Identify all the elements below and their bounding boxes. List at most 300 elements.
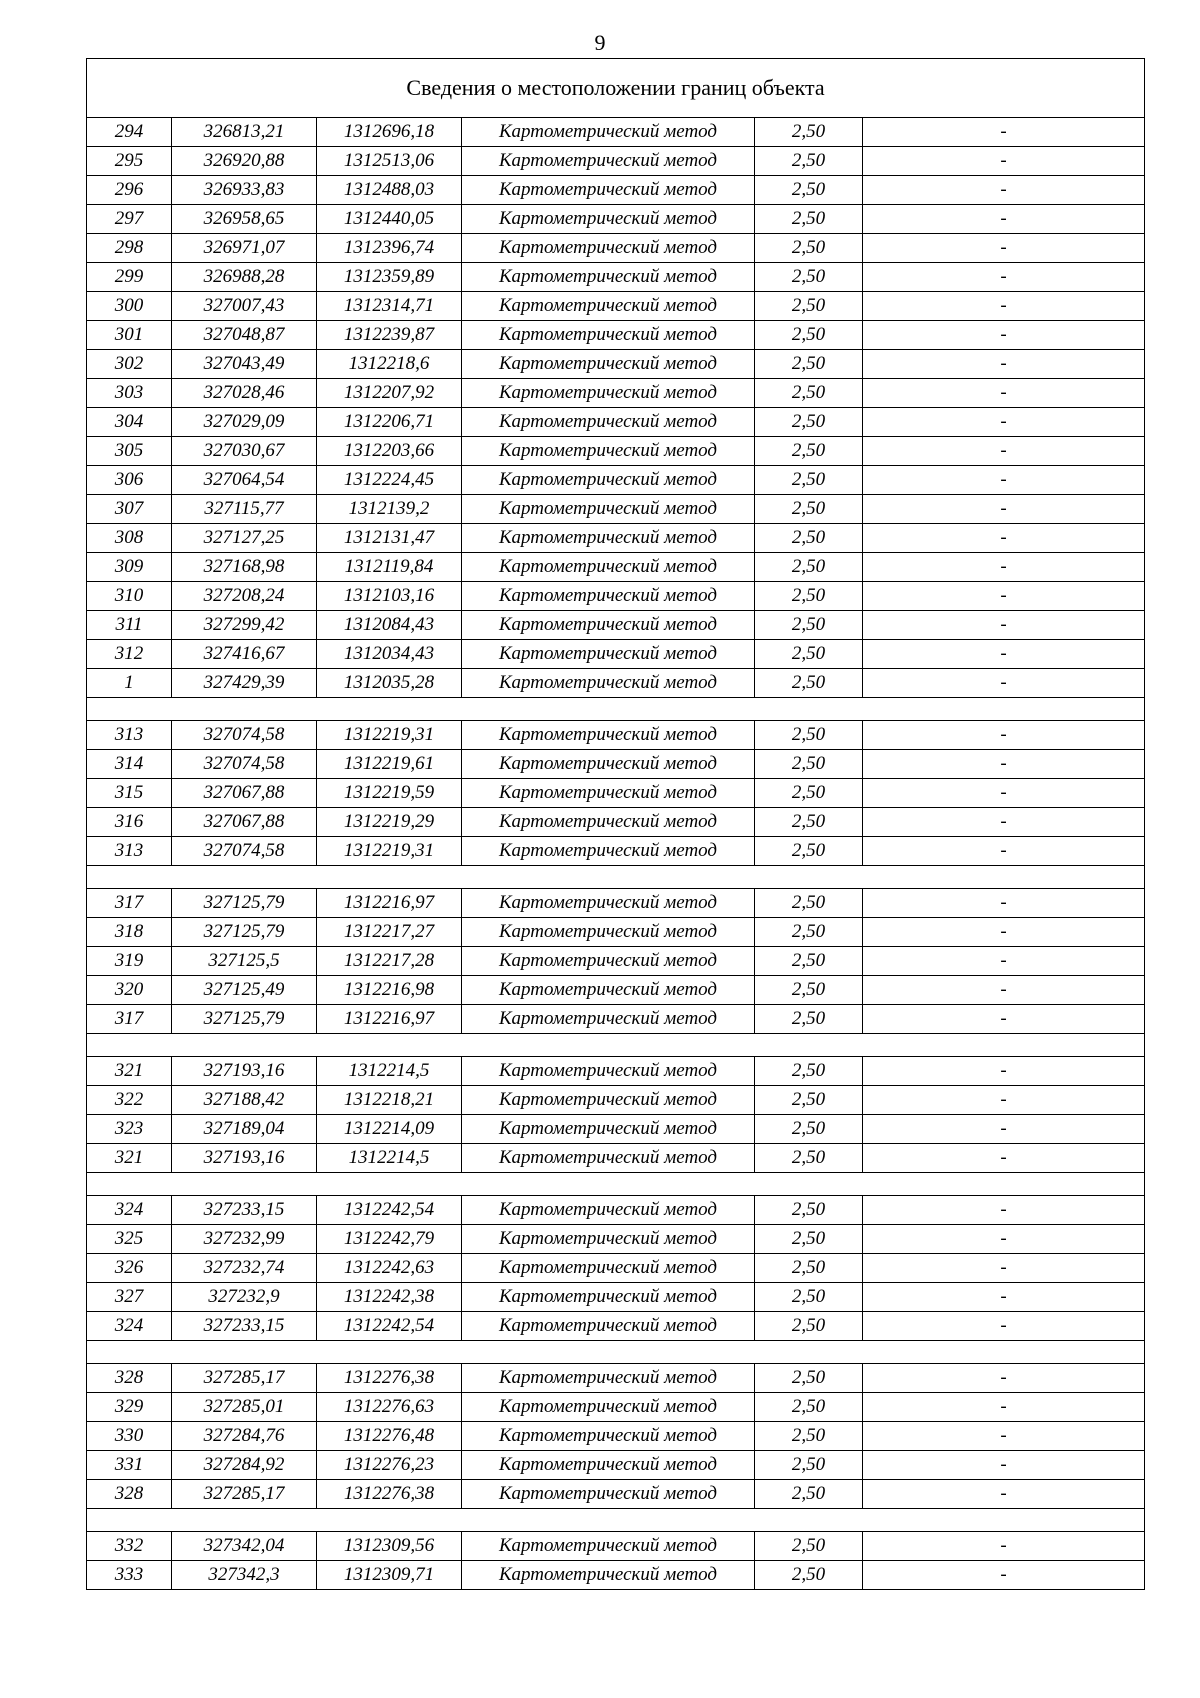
description-cell: - xyxy=(863,1422,1145,1451)
description-cell: - xyxy=(863,640,1145,669)
accuracy-cell: 2,50 xyxy=(755,118,863,147)
method-cell: Картометрический метод xyxy=(462,1254,755,1283)
table-row xyxy=(87,1422,1145,1451)
description-cell: - xyxy=(863,779,1145,808)
accuracy-cell: 2,50 xyxy=(755,1532,863,1561)
method-cell: Картометрический метод xyxy=(462,350,755,379)
y-coordinate-cell: 1312396,74 xyxy=(317,234,462,263)
point-number-cell: 324 xyxy=(87,1312,172,1341)
description-cell: - xyxy=(863,234,1145,263)
point-number-cell: 329 xyxy=(87,1393,172,1422)
description-cell: - xyxy=(863,1057,1145,1086)
method-cell: Картометрический метод xyxy=(462,1561,755,1590)
accuracy-cell: 2,50 xyxy=(755,750,863,779)
point-number-cell: 300 xyxy=(87,292,172,321)
method-cell: Картометрический метод xyxy=(462,1480,755,1509)
table-row xyxy=(87,524,1145,553)
accuracy-cell: 2,50 xyxy=(755,1451,863,1480)
description-cell: - xyxy=(863,1364,1145,1393)
accuracy-cell: 2,50 xyxy=(755,205,863,234)
x-coordinate-cell: 327074,58 xyxy=(172,721,317,750)
accuracy-cell: 2,50 xyxy=(755,321,863,350)
x-coordinate-cell: 327030,67 xyxy=(172,437,317,466)
y-coordinate-cell: 1312242,79 xyxy=(317,1225,462,1254)
method-cell: Картометрический метод xyxy=(462,582,755,611)
y-coordinate-cell: 1312309,71 xyxy=(317,1561,462,1590)
y-coordinate-cell: 1312219,31 xyxy=(317,837,462,866)
point-number-cell: 309 xyxy=(87,553,172,582)
table-row xyxy=(87,779,1145,808)
method-cell: Картометрический метод xyxy=(462,1451,755,1480)
description-cell: - xyxy=(863,1115,1145,1144)
x-coordinate-cell: 327342,04 xyxy=(172,1532,317,1561)
accuracy-cell: 2,50 xyxy=(755,466,863,495)
accuracy-cell: 2,50 xyxy=(755,640,863,669)
x-coordinate-cell: 326988,28 xyxy=(172,263,317,292)
description-cell: - xyxy=(863,582,1145,611)
method-cell: Картометрический метод xyxy=(462,263,755,292)
method-cell: Картометрический метод xyxy=(462,553,755,582)
x-coordinate-cell: 327285,01 xyxy=(172,1393,317,1422)
point-number-cell: 316 xyxy=(87,808,172,837)
accuracy-cell: 2,50 xyxy=(755,611,863,640)
point-number-cell: 297 xyxy=(87,205,172,234)
method-cell: Картометрический метод xyxy=(462,1422,755,1451)
y-coordinate-cell: 1312242,63 xyxy=(317,1254,462,1283)
point-number-cell: 317 xyxy=(87,1005,172,1034)
method-cell: Картометрический метод xyxy=(462,437,755,466)
y-coordinate-cell: 1312219,61 xyxy=(317,750,462,779)
x-coordinate-cell: 327416,67 xyxy=(172,640,317,669)
method-cell: Картометрический метод xyxy=(462,947,755,976)
point-number-cell: 306 xyxy=(87,466,172,495)
point-number-cell: 331 xyxy=(87,1451,172,1480)
x-coordinate-cell: 327193,16 xyxy=(172,1057,317,1086)
accuracy-cell: 2,50 xyxy=(755,1422,863,1451)
y-coordinate-cell: 1312214,09 xyxy=(317,1115,462,1144)
point-number-cell: 327 xyxy=(87,1283,172,1312)
y-coordinate-cell: 1312139,2 xyxy=(317,495,462,524)
y-coordinate-cell: 1312217,28 xyxy=(317,947,462,976)
method-cell: Картометрический метод xyxy=(462,234,755,263)
x-coordinate-cell: 327189,04 xyxy=(172,1115,317,1144)
description-cell: - xyxy=(863,889,1145,918)
x-coordinate-cell: 327232,99 xyxy=(172,1225,317,1254)
accuracy-cell: 2,50 xyxy=(755,408,863,437)
accuracy-cell: 2,50 xyxy=(755,918,863,947)
method-cell: Картометрический метод xyxy=(462,640,755,669)
accuracy-cell: 2,50 xyxy=(755,379,863,408)
x-coordinate-cell: 327115,77 xyxy=(172,495,317,524)
method-cell: Картометрический метод xyxy=(462,147,755,176)
point-number-cell: 315 xyxy=(87,779,172,808)
method-cell: Картометрический метод xyxy=(462,1115,755,1144)
method-cell: Картометрический метод xyxy=(462,1057,755,1086)
method-cell: Картометрический метод xyxy=(462,408,755,437)
method-cell: Картометрический метод xyxy=(462,779,755,808)
table-row xyxy=(87,1196,1145,1225)
method-cell: Картометрический метод xyxy=(462,1283,755,1312)
description-cell: - xyxy=(863,837,1145,866)
description-cell: - xyxy=(863,118,1145,147)
description-cell: - xyxy=(863,408,1145,437)
accuracy-cell: 2,50 xyxy=(755,1393,863,1422)
accuracy-cell: 2,50 xyxy=(755,1312,863,1341)
x-coordinate-cell: 327064,54 xyxy=(172,466,317,495)
point-number-cell: 1 xyxy=(87,669,172,698)
group-separator-row xyxy=(87,698,1145,721)
table-row xyxy=(87,640,1145,669)
y-coordinate-cell: 1312488,03 xyxy=(317,176,462,205)
description-cell: - xyxy=(863,350,1145,379)
method-cell: Картометрический метод xyxy=(462,118,755,147)
method-cell: Картометрический метод xyxy=(462,176,755,205)
point-number-cell: 299 xyxy=(87,263,172,292)
y-coordinate-cell: 1312216,97 xyxy=(317,889,462,918)
y-coordinate-cell: 1312119,84 xyxy=(317,553,462,582)
x-coordinate-cell: 327284,76 xyxy=(172,1422,317,1451)
description-cell: - xyxy=(863,1451,1145,1480)
accuracy-cell: 2,50 xyxy=(755,1561,863,1590)
group-separator-cell xyxy=(87,866,1145,889)
method-cell: Картометрический метод xyxy=(462,669,755,698)
table-row xyxy=(87,918,1145,947)
y-coordinate-cell: 1312242,54 xyxy=(317,1312,462,1341)
method-cell: Картометрический метод xyxy=(462,466,755,495)
table-row xyxy=(87,379,1145,408)
point-number-cell: 294 xyxy=(87,118,172,147)
x-coordinate-cell: 326971,07 xyxy=(172,234,317,263)
y-coordinate-cell: 1312218,21 xyxy=(317,1086,462,1115)
description-cell: - xyxy=(863,1005,1145,1034)
y-coordinate-cell: 1312214,5 xyxy=(317,1144,462,1173)
x-coordinate-cell: 327232,74 xyxy=(172,1254,317,1283)
y-coordinate-cell: 1312217,27 xyxy=(317,918,462,947)
y-coordinate-cell: 1312242,38 xyxy=(317,1283,462,1312)
accuracy-cell: 2,50 xyxy=(755,1254,863,1283)
x-coordinate-cell: 327299,42 xyxy=(172,611,317,640)
point-number-cell: 304 xyxy=(87,408,172,437)
x-coordinate-cell: 327208,24 xyxy=(172,582,317,611)
table-body xyxy=(87,59,1145,1590)
table-row xyxy=(87,466,1145,495)
table-row xyxy=(87,1144,1145,1173)
table-row xyxy=(87,837,1145,866)
y-coordinate-cell: 1312242,54 xyxy=(317,1196,462,1225)
group-separator-row xyxy=(87,1034,1145,1057)
description-cell: - xyxy=(863,669,1145,698)
group-separator-row xyxy=(87,1341,1145,1364)
table-row xyxy=(87,1057,1145,1086)
description-cell: - xyxy=(863,1480,1145,1509)
method-cell: Картометрический метод xyxy=(462,750,755,779)
table-row xyxy=(87,889,1145,918)
method-cell: Картометрический метод xyxy=(462,837,755,866)
description-cell: - xyxy=(863,1283,1145,1312)
x-coordinate-cell: 327168,98 xyxy=(172,553,317,582)
point-number-cell: 324 xyxy=(87,1196,172,1225)
accuracy-cell: 2,50 xyxy=(755,1196,863,1225)
method-cell: Картометрический метод xyxy=(462,379,755,408)
y-coordinate-cell: 1312276,63 xyxy=(317,1393,462,1422)
table-title: Сведения о местоположении границ объекта xyxy=(87,59,1145,118)
accuracy-cell: 2,50 xyxy=(755,147,863,176)
x-coordinate-cell: 327048,87 xyxy=(172,321,317,350)
x-coordinate-cell: 327193,16 xyxy=(172,1144,317,1173)
y-coordinate-cell: 1312309,56 xyxy=(317,1532,462,1561)
description-cell: - xyxy=(863,1144,1145,1173)
group-separator-cell xyxy=(87,1509,1145,1532)
y-coordinate-cell: 1312219,29 xyxy=(317,808,462,837)
table-row xyxy=(87,669,1145,698)
table-row xyxy=(87,1254,1145,1283)
x-coordinate-cell: 327074,58 xyxy=(172,750,317,779)
method-cell: Картометрический метод xyxy=(462,976,755,1005)
x-coordinate-cell: 327125,79 xyxy=(172,889,317,918)
x-coordinate-cell: 327007,43 xyxy=(172,292,317,321)
accuracy-cell: 2,50 xyxy=(755,1057,863,1086)
description-cell: - xyxy=(863,321,1145,350)
x-coordinate-cell: 327125,79 xyxy=(172,1005,317,1034)
method-cell: Картометрический метод xyxy=(462,292,755,321)
description-cell: - xyxy=(863,611,1145,640)
y-coordinate-cell: 1312276,23 xyxy=(317,1451,462,1480)
accuracy-cell: 2,50 xyxy=(755,1005,863,1034)
accuracy-cell: 2,50 xyxy=(755,234,863,263)
point-number-cell: 328 xyxy=(87,1480,172,1509)
accuracy-cell: 2,50 xyxy=(755,263,863,292)
table-row xyxy=(87,176,1145,205)
accuracy-cell: 2,50 xyxy=(755,1283,863,1312)
table-row xyxy=(87,553,1145,582)
table-row xyxy=(87,1364,1145,1393)
y-coordinate-cell: 1312219,59 xyxy=(317,779,462,808)
group-separator-row xyxy=(87,866,1145,889)
method-cell: Картометрический метод xyxy=(462,1364,755,1393)
table-row xyxy=(87,495,1145,524)
method-cell: Картометрический метод xyxy=(462,1144,755,1173)
description-cell: - xyxy=(863,495,1145,524)
table-row xyxy=(87,408,1145,437)
description-cell: - xyxy=(863,437,1145,466)
y-coordinate-cell: 1312276,38 xyxy=(317,1364,462,1393)
y-coordinate-cell: 1312696,18 xyxy=(317,118,462,147)
method-cell: Картометрический метод xyxy=(462,889,755,918)
accuracy-cell: 2,50 xyxy=(755,721,863,750)
y-coordinate-cell: 1312207,92 xyxy=(317,379,462,408)
y-coordinate-cell: 1312216,97 xyxy=(317,1005,462,1034)
x-coordinate-cell: 326813,21 xyxy=(172,118,317,147)
y-coordinate-cell: 1312440,05 xyxy=(317,205,462,234)
table-row xyxy=(87,1005,1145,1034)
description-cell: - xyxy=(863,205,1145,234)
x-coordinate-cell: 326920,88 xyxy=(172,147,317,176)
point-number-cell: 323 xyxy=(87,1115,172,1144)
method-cell: Картометрический метод xyxy=(462,1005,755,1034)
x-coordinate-cell: 327067,88 xyxy=(172,808,317,837)
accuracy-cell: 2,50 xyxy=(755,976,863,1005)
description-cell: - xyxy=(863,292,1145,321)
table-row xyxy=(87,437,1145,466)
description-cell: - xyxy=(863,1561,1145,1590)
point-number-cell: 328 xyxy=(87,1364,172,1393)
point-number-cell: 312 xyxy=(87,640,172,669)
description-cell: - xyxy=(863,176,1145,205)
accuracy-cell: 2,50 xyxy=(755,779,863,808)
description-cell: - xyxy=(863,1086,1145,1115)
table-row xyxy=(87,582,1145,611)
x-coordinate-cell: 326958,65 xyxy=(172,205,317,234)
method-cell: Картометрический метод xyxy=(462,721,755,750)
x-coordinate-cell: 327043,49 xyxy=(172,350,317,379)
y-coordinate-cell: 1312219,31 xyxy=(317,721,462,750)
description-cell: - xyxy=(863,976,1145,1005)
point-number-cell: 320 xyxy=(87,976,172,1005)
page-number: 9 xyxy=(594,30,606,55)
accuracy-cell: 2,50 xyxy=(755,1225,863,1254)
accuracy-cell: 2,50 xyxy=(755,553,863,582)
point-number-cell: 303 xyxy=(87,379,172,408)
table-row xyxy=(87,808,1145,837)
method-cell: Картометрический метод xyxy=(462,611,755,640)
point-number-cell: 332 xyxy=(87,1532,172,1561)
group-separator-cell xyxy=(87,1173,1145,1196)
description-cell: - xyxy=(863,1532,1145,1561)
accuracy-cell: 2,50 xyxy=(755,292,863,321)
y-coordinate-cell: 1312214,5 xyxy=(317,1057,462,1086)
table-row xyxy=(87,1225,1145,1254)
accuracy-cell: 2,50 xyxy=(755,837,863,866)
table-row xyxy=(87,1115,1145,1144)
point-number-cell: 333 xyxy=(87,1561,172,1590)
point-number-cell: 325 xyxy=(87,1225,172,1254)
method-cell: Картометрический метод xyxy=(462,1532,755,1561)
table-row xyxy=(87,292,1145,321)
table-row xyxy=(87,1086,1145,1115)
point-number-cell: 321 xyxy=(87,1144,172,1173)
x-coordinate-cell: 327285,17 xyxy=(172,1480,317,1509)
description-cell: - xyxy=(863,1312,1145,1341)
accuracy-cell: 2,50 xyxy=(755,350,863,379)
point-number-cell: 307 xyxy=(87,495,172,524)
accuracy-cell: 2,50 xyxy=(755,1480,863,1509)
table-row xyxy=(87,611,1145,640)
description-cell: - xyxy=(863,808,1145,837)
y-coordinate-cell: 1312359,89 xyxy=(317,263,462,292)
group-separator-row xyxy=(87,1173,1145,1196)
description-cell: - xyxy=(863,1196,1145,1225)
description-cell: - xyxy=(863,721,1145,750)
point-number-cell: 296 xyxy=(87,176,172,205)
accuracy-cell: 2,50 xyxy=(755,582,863,611)
accuracy-cell: 2,50 xyxy=(755,1144,863,1173)
x-coordinate-cell: 327232,9 xyxy=(172,1283,317,1312)
table-row xyxy=(87,205,1145,234)
point-number-cell: 301 xyxy=(87,321,172,350)
table-row xyxy=(87,750,1145,779)
point-number-cell: 330 xyxy=(87,1422,172,1451)
accuracy-cell: 2,50 xyxy=(755,176,863,205)
point-number-cell: 311 xyxy=(87,611,172,640)
method-cell: Картометрический метод xyxy=(462,205,755,234)
group-separator-row xyxy=(87,1509,1145,1532)
accuracy-cell: 2,50 xyxy=(755,495,863,524)
method-cell: Картометрический метод xyxy=(462,495,755,524)
description-cell: - xyxy=(863,1393,1145,1422)
x-coordinate-cell: 326933,83 xyxy=(172,176,317,205)
x-coordinate-cell: 327074,58 xyxy=(172,837,317,866)
description-cell: - xyxy=(863,524,1145,553)
point-number-cell: 317 xyxy=(87,889,172,918)
table-row xyxy=(87,1393,1145,1422)
description-cell: - xyxy=(863,263,1145,292)
table-row xyxy=(87,1451,1145,1480)
x-coordinate-cell: 327285,17 xyxy=(172,1364,317,1393)
y-coordinate-cell: 1312224,45 xyxy=(317,466,462,495)
y-coordinate-cell: 1312216,98 xyxy=(317,976,462,1005)
table-row xyxy=(87,147,1145,176)
table-row xyxy=(87,234,1145,263)
table-row xyxy=(87,1532,1145,1561)
table-row xyxy=(87,976,1145,1005)
y-coordinate-cell: 1312034,43 xyxy=(317,640,462,669)
group-separator-cell xyxy=(87,1341,1145,1364)
y-coordinate-cell: 1312276,38 xyxy=(317,1480,462,1509)
table-row xyxy=(87,321,1145,350)
description-cell: - xyxy=(863,1225,1145,1254)
accuracy-cell: 2,50 xyxy=(755,437,863,466)
table-row xyxy=(87,947,1145,976)
y-coordinate-cell: 1312103,16 xyxy=(317,582,462,611)
method-cell: Картометрический метод xyxy=(462,808,755,837)
y-coordinate-cell: 1312206,71 xyxy=(317,408,462,437)
y-coordinate-cell: 1312513,06 xyxy=(317,147,462,176)
table-row xyxy=(87,1283,1145,1312)
x-coordinate-cell: 327125,49 xyxy=(172,976,317,1005)
table-row xyxy=(87,350,1145,379)
accuracy-cell: 2,50 xyxy=(755,669,863,698)
x-coordinate-cell: 327284,92 xyxy=(172,1451,317,1480)
x-coordinate-cell: 327429,39 xyxy=(172,669,317,698)
x-coordinate-cell: 327028,46 xyxy=(172,379,317,408)
description-cell: - xyxy=(863,947,1145,976)
point-number-cell: 308 xyxy=(87,524,172,553)
description-cell: - xyxy=(863,147,1145,176)
point-number-cell: 322 xyxy=(87,1086,172,1115)
method-cell: Картометрический метод xyxy=(462,1312,755,1341)
y-coordinate-cell: 1312131,47 xyxy=(317,524,462,553)
point-number-cell: 305 xyxy=(87,437,172,466)
x-coordinate-cell: 327342,3 xyxy=(172,1561,317,1590)
y-coordinate-cell: 1312203,66 xyxy=(317,437,462,466)
accuracy-cell: 2,50 xyxy=(755,947,863,976)
description-cell: - xyxy=(863,466,1145,495)
table-row xyxy=(87,721,1145,750)
point-number-cell: 326 xyxy=(87,1254,172,1283)
x-coordinate-cell: 327067,88 xyxy=(172,779,317,808)
y-coordinate-cell: 1312239,87 xyxy=(317,321,462,350)
accuracy-cell: 2,50 xyxy=(755,808,863,837)
description-cell: - xyxy=(863,553,1145,582)
table-row xyxy=(87,1561,1145,1590)
y-coordinate-cell: 1312314,71 xyxy=(317,292,462,321)
method-cell: Картометрический метод xyxy=(462,321,755,350)
point-number-cell: 313 xyxy=(87,837,172,866)
x-coordinate-cell: 327125,79 xyxy=(172,918,317,947)
y-coordinate-cell: 1312218,6 xyxy=(317,350,462,379)
x-coordinate-cell: 327029,09 xyxy=(172,408,317,437)
point-number-cell: 313 xyxy=(87,721,172,750)
